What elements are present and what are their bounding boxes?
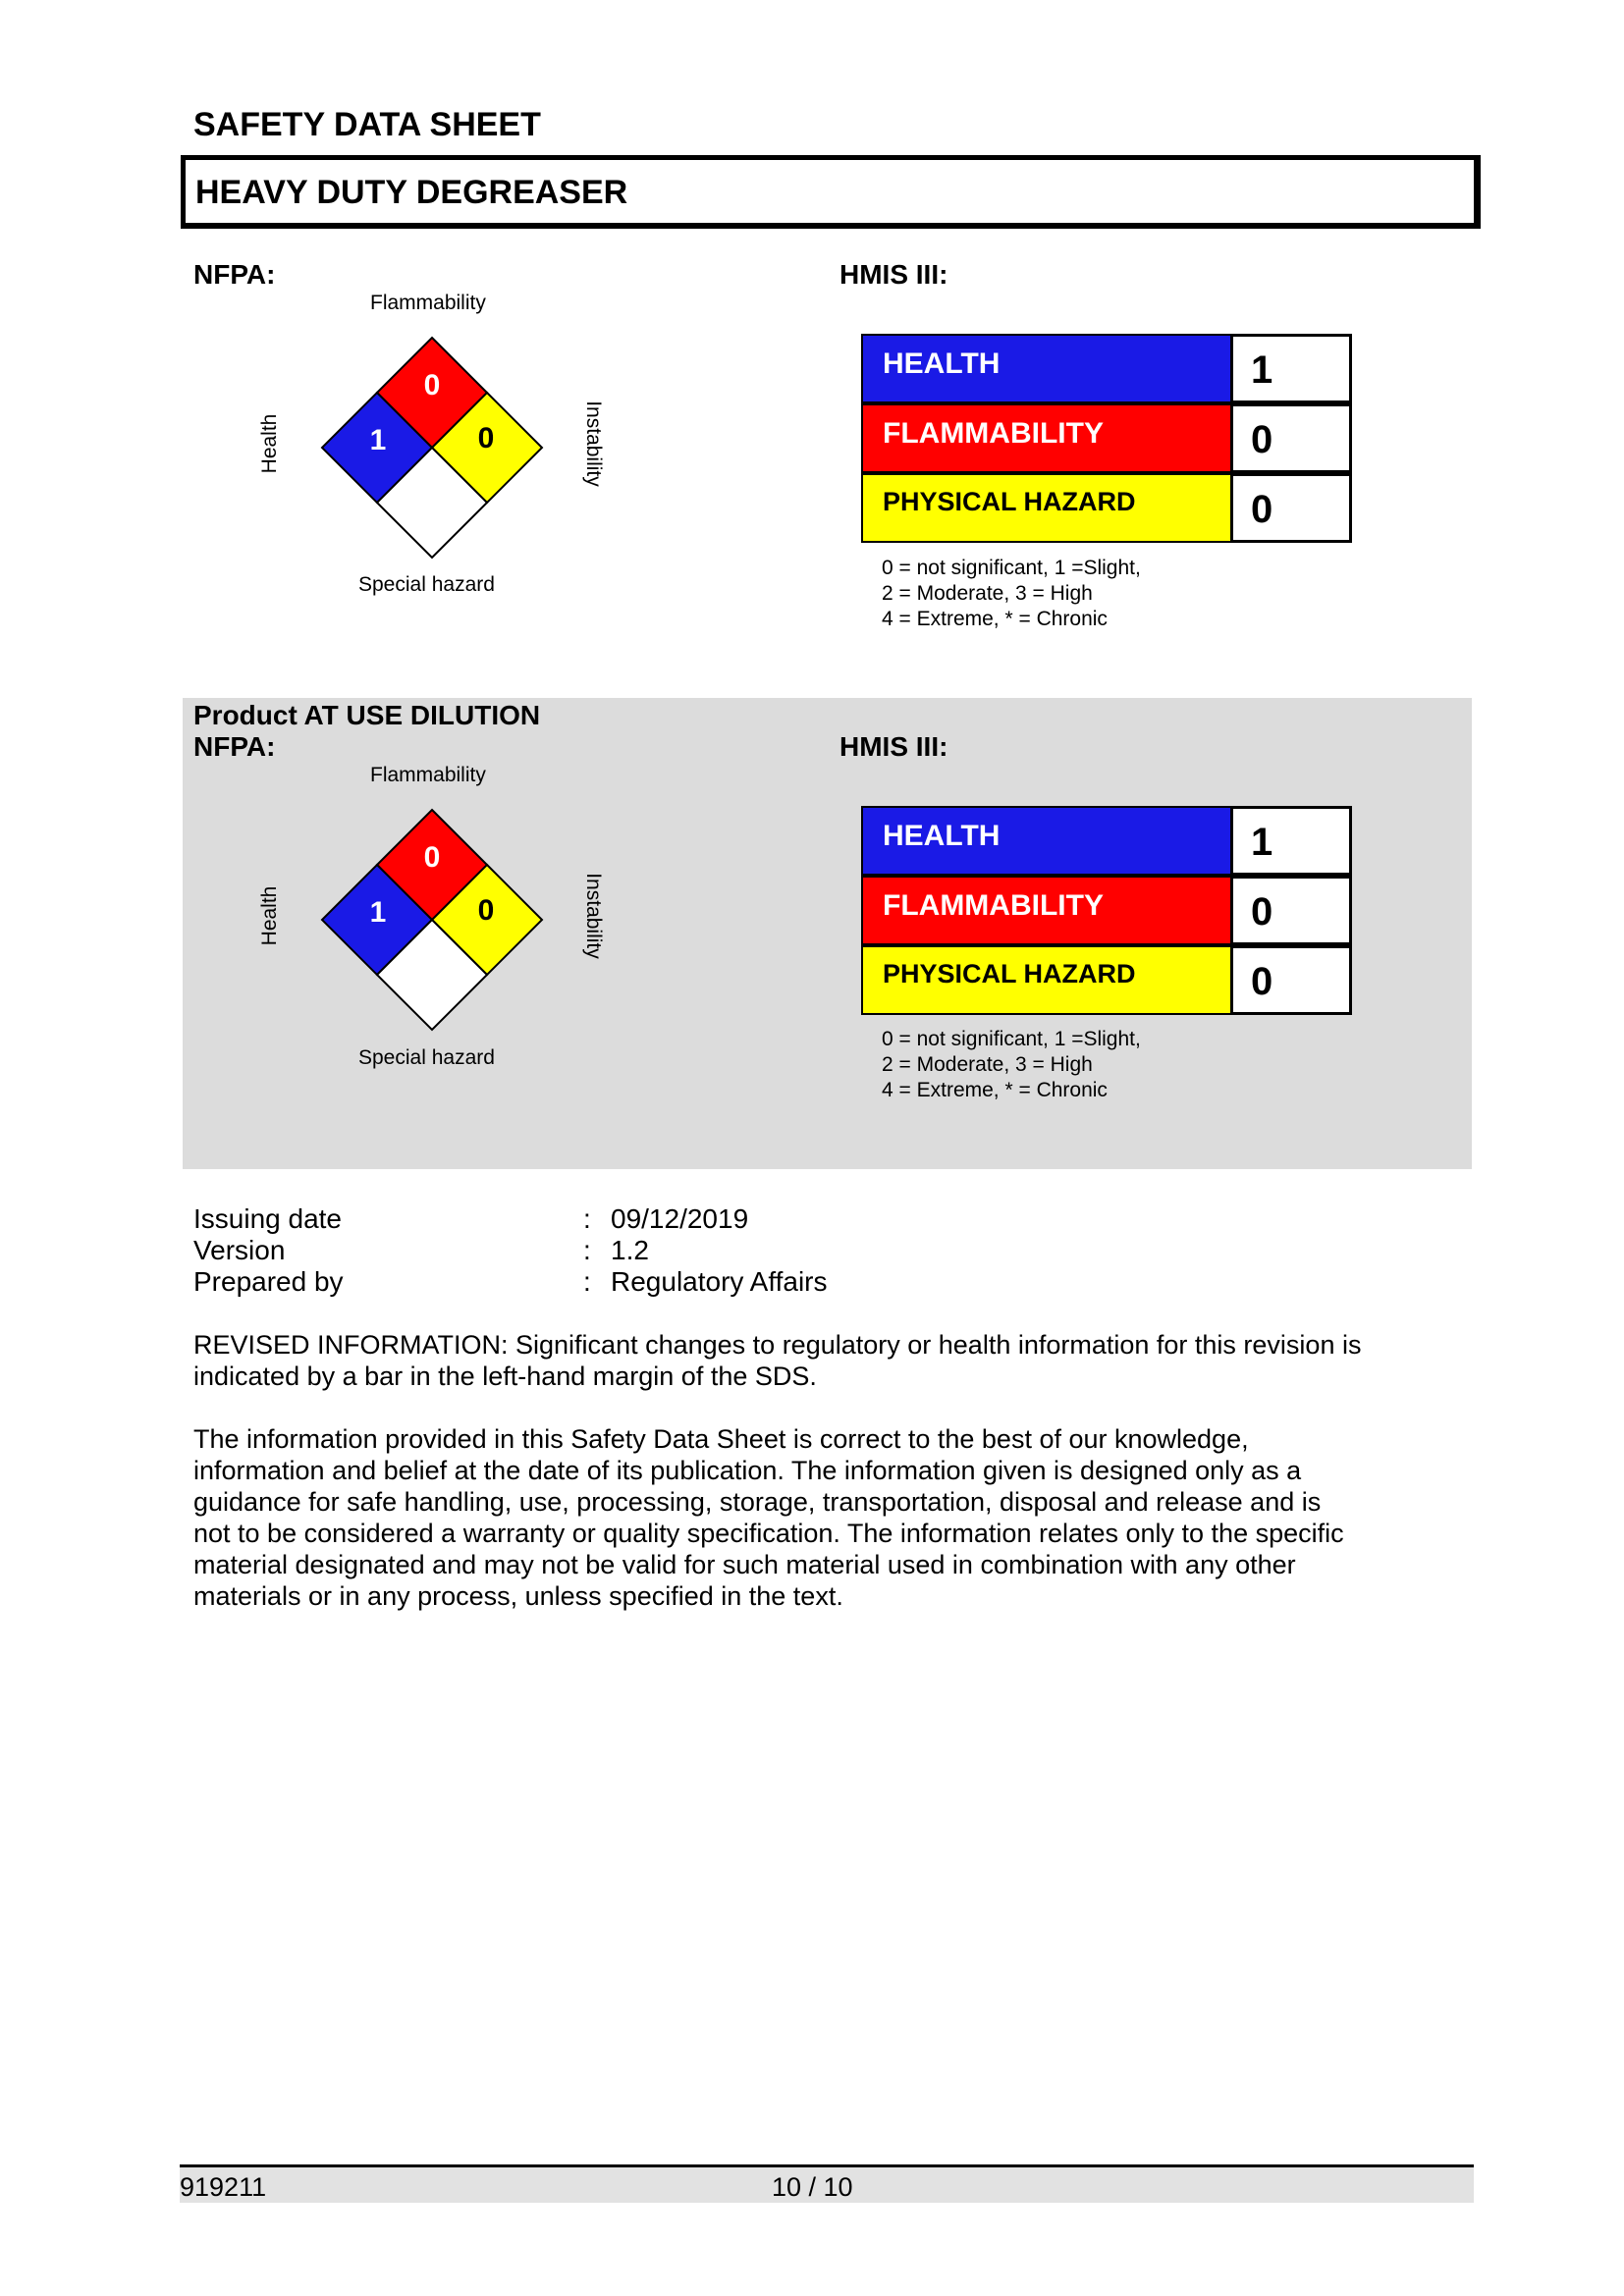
hmis-flammability-value: 0 xyxy=(1230,403,1352,473)
metadata-separator: : xyxy=(583,1266,591,1297)
nfpa-health-value: 1 xyxy=(369,424,387,456)
disclaimer-line: not to be considered a warranty or quality specification. The information relates only to the specific xyxy=(193,1519,1344,1548)
hmis-legend-line: 4 = Extreme, * = Chronic xyxy=(882,608,1108,630)
disclaimer-line: guidance for safe handling, use, processing, storage, transportation, disposal and release and is xyxy=(193,1487,1322,1517)
hmis-health-row xyxy=(861,806,1352,876)
dilution-nfpa-health-value: 1 xyxy=(369,896,387,929)
hmis-flammability-label: FLAMMABILITY xyxy=(861,876,1232,945)
hmis-label: HMIS III: xyxy=(839,259,948,290)
product-name-box xyxy=(181,155,1481,229)
metadata-label: Issuing date xyxy=(193,1203,342,1234)
disclaimer-line: materials or in any process, unless specified in the text. xyxy=(193,1581,843,1611)
disclaimer-paragraph xyxy=(193,1423,1440,1612)
nfpa-diamond xyxy=(314,330,550,565)
dilution-heading: Product AT USE DILUTION xyxy=(193,700,541,730)
metadata-value: Regulatory Affairs xyxy=(611,1266,828,1297)
dilution-hmis-table xyxy=(861,806,1352,1016)
footer-page-number: 10 / 10 xyxy=(772,2172,853,2202)
dilution-nfpa-label: NFPA: xyxy=(193,731,276,762)
hmis-table xyxy=(861,334,1352,544)
hmis-legend-line: 0 = not significant, 1 =Slight, xyxy=(882,557,1141,579)
hmis-flammability-label: FLAMMABILITY xyxy=(861,403,1232,473)
dilution-nfpa-diamond xyxy=(314,802,550,1038)
footer-document-number: 919211 xyxy=(180,2172,267,2202)
hmis-legend-line: 2 = Moderate, 3 = High xyxy=(882,582,1093,605)
hmis-physical-label: PHYSICAL HAZARD xyxy=(861,473,1232,543)
disclaimer-line: information and belief at the date of its publication. The information given is designed only as a xyxy=(193,1456,1302,1485)
hmis-physical-value: 0 xyxy=(1230,945,1352,1015)
document-title: SAFETY DATA SHEET xyxy=(193,106,541,143)
hmis-legend xyxy=(882,556,1141,632)
metadata-separator: : xyxy=(583,1235,591,1265)
metadata-separator: : xyxy=(583,1203,591,1234)
dilution-nfpa-instability-caption: Instability xyxy=(582,873,605,959)
dilution-nfpa-health-caption: Health xyxy=(258,885,281,946)
nfpa-special-caption: Special hazard xyxy=(358,573,495,596)
hmis-physical-label: PHYSICAL HAZARD xyxy=(861,945,1232,1015)
hmis-flammability-value: 0 xyxy=(1230,876,1352,945)
hmis-health-row xyxy=(861,334,1352,403)
product-name: HEAVY DUTY DEGREASER xyxy=(195,174,628,211)
nfpa-instability-value: 0 xyxy=(477,422,495,454)
disclaimer-line: The information provided in this Safety Data Sheet is correct to the best of our knowledge, xyxy=(193,1424,1249,1454)
hmis-flammability-row xyxy=(861,876,1352,945)
hmis-legend-line: 0 = not significant, 1 =Slight, xyxy=(882,1028,1141,1050)
dilution-nfpa-flammability-value: 0 xyxy=(423,841,441,874)
nfpa-label: NFPA: xyxy=(193,259,276,290)
metadata-label: Version xyxy=(193,1235,286,1265)
hmis-health-value: 1 xyxy=(1230,334,1352,403)
dilution-nfpa-instability-value: 0 xyxy=(477,894,495,927)
hmis-flammability-row xyxy=(861,403,1352,473)
hmis-physical-value: 0 xyxy=(1230,473,1352,543)
dilution-nfpa-flammability-caption: Flammability xyxy=(370,764,486,786)
hmis-legend-line: 2 = Moderate, 3 = High xyxy=(882,1053,1093,1076)
hmis-physical-row xyxy=(861,473,1352,543)
metadata-value: 1.2 xyxy=(611,1235,649,1265)
nfpa-flammability-caption: Flammability xyxy=(370,292,486,314)
hmis-health-label: HEALTH xyxy=(861,806,1232,876)
dilution-hmis-legend xyxy=(882,1027,1141,1103)
nfpa-flammability-value: 0 xyxy=(423,369,441,401)
disclaimer-line: material designated and may not be valid for such material used in combination with any other xyxy=(193,1550,1296,1579)
nfpa-health-caption: Health xyxy=(258,413,281,474)
hmis-health-value: 1 xyxy=(1230,806,1352,876)
hmis-health-label: HEALTH xyxy=(861,334,1232,403)
revised-information-paragraph: REVISED INFORMATION: Significant changes to regulatory or health information for this revision is indicated by a bar in the left-hand margin of the SDS. xyxy=(193,1330,1362,1391)
metadata-value: 09/12/2019 xyxy=(611,1203,749,1234)
metadata-label: Prepared by xyxy=(193,1266,344,1297)
dilution-hmis-label: HMIS III: xyxy=(839,731,948,762)
nfpa-instability-caption: Instability xyxy=(582,400,605,487)
hmis-legend-line: 4 = Extreme, * = Chronic xyxy=(882,1079,1108,1101)
dilution-nfpa-special-caption: Special hazard xyxy=(358,1046,495,1069)
hmis-physical-row xyxy=(861,945,1352,1015)
